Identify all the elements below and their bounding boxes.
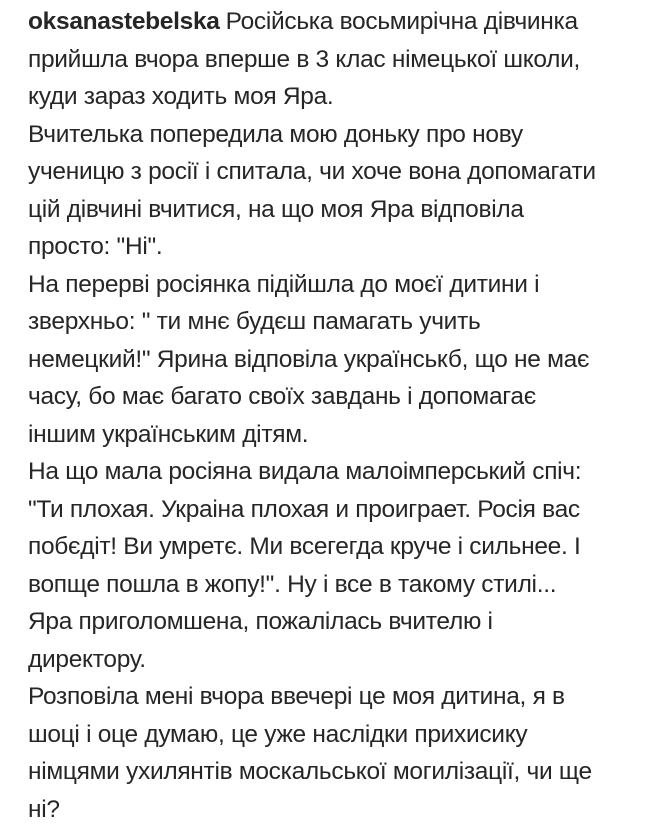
caption-line-4: Вчителька попередила мою доньку про нову <box>28 116 636 154</box>
caption-line-3: куди зараз ходить моя Яра. <box>28 78 636 116</box>
caption-line-13: На що мала росіяна видала малоімперський спіч: <box>28 453 636 491</box>
caption-line-21: німцями ухилянтів москальської могилізації, чи ще <box>28 753 636 791</box>
caption-text: Російська восьмирічна дівчинка <box>226 8 578 35</box>
caption-line-1 <box>28 3 636 41</box>
caption-line-20: шоці і оце думаю, це уже наслідки прихисику <box>28 716 636 754</box>
caption-line-12: іншим українським дітям. <box>28 416 636 454</box>
caption-line-6: цій дівчині вчитися, на що моя Яра відповіла <box>28 191 636 229</box>
caption-line-22: ні? <box>28 791 636 828</box>
caption-line-19: Розповіла мені вчора ввечері це моя дитина, я в <box>28 678 636 716</box>
caption-line-9: зверхньо: " ти мнє будєш памагать учить <box>28 303 636 341</box>
caption-line-14: "Ти плохая. Украіна плохая и проиграет. Росія вас <box>28 491 636 529</box>
caption-line-10: немецкий!" Ярина відповіла українськб, що не має <box>28 341 636 379</box>
caption-line-7: просто: "Ні". <box>28 228 636 266</box>
username-link[interactable]: oksanastebelska <box>28 8 220 35</box>
caption-line-5: ученицю з росії і спитала, чи хоче вона допомагати <box>28 153 636 191</box>
caption-line-11: часу, бо має багато своїх завдань і допомагає <box>28 378 636 416</box>
caption-line-2: прийшла вчора вперше в 3 клас німецької школи, <box>28 41 636 79</box>
caption-line-16: вопще пошла в жопу!". Ну і все в такому стилі... <box>28 566 636 604</box>
caption-line-15: побєдіт! Ви умретє. Ми всегегда круче і сильнее. І <box>28 528 636 566</box>
caption-line-17: Яра приголомшена, пожалілась вчителю і <box>28 603 636 641</box>
caption-line-18: директору. <box>28 641 636 679</box>
caption-line-8: На перерві росіянка підійшла до моєї дитини і <box>28 266 636 304</box>
